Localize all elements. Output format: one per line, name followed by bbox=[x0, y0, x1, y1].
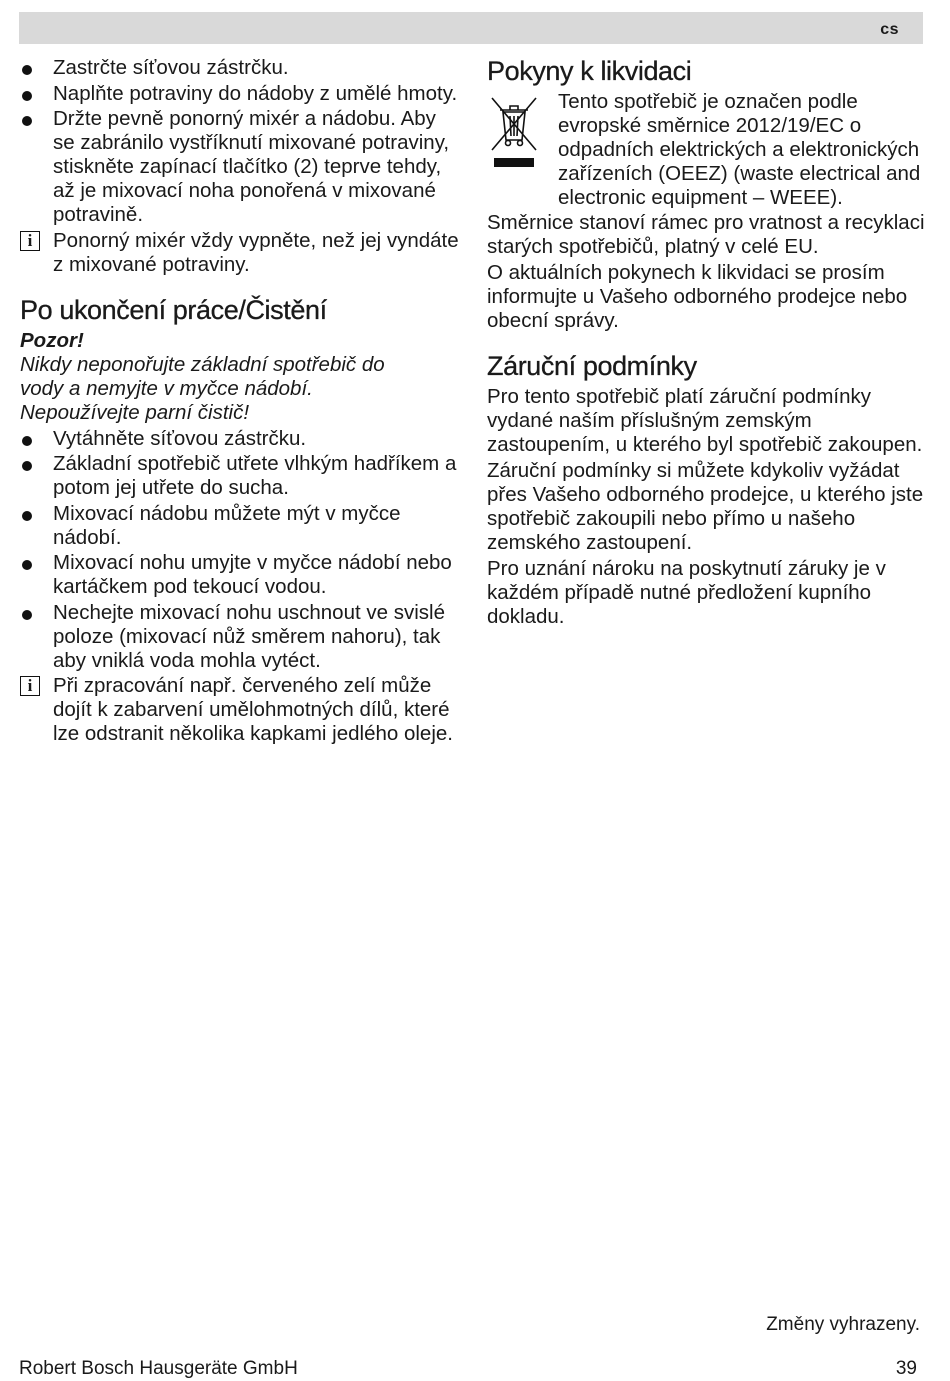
header-bar bbox=[19, 12, 923, 44]
item-text: Zastrčte síťovou zástrčku. bbox=[53, 56, 289, 79]
disposal-paragraphs bbox=[487, 211, 927, 333]
list-item bbox=[20, 452, 460, 500]
bullet-icon bbox=[22, 560, 32, 570]
intro-list bbox=[20, 56, 460, 277]
weee-text: Tento spotřebič je označen podle evropské směrnice 2012/19/EC o odpadních elektrických a elektronických zařízeních (OEEZ) (waste electrical and electronic equipment – WEEE). bbox=[558, 90, 921, 209]
paragraph: Směrnice stanoví rámec pro vratnost a recyklaci starých spotřebičů, platný v celé EU. bbox=[487, 211, 925, 258]
caution-text: Nikdy neponořujte základní spotřebič do vody a nemyjte v myčce nádobí. Nepoužívejte parní čistič! bbox=[20, 352, 385, 424]
paragraph: Záruční podmínky si můžete kdykoliv vyžádat přes Vašeho odborného prodejce, u kterého jste spotřebič zakoupili nebo přímo u našeho zemského zastoupení. bbox=[487, 459, 924, 554]
paragraph: Pro uznání nároku na poskytnutí záruky je v každém případě nutné předložení kupního dokladu. bbox=[487, 557, 886, 628]
bullet-icon bbox=[22, 91, 32, 101]
bullet-icon bbox=[22, 436, 32, 446]
caution-title: Pozor! bbox=[20, 328, 84, 352]
info-icon: i bbox=[20, 676, 40, 696]
list-item bbox=[20, 601, 460, 673]
warranty-paragraphs bbox=[487, 385, 927, 629]
weee-notice bbox=[487, 90, 927, 210]
warranty-heading: Záruční podmínky bbox=[487, 351, 697, 381]
item-text: Základní spotřebič utřete vlhkým hadříkem a potom jej utřete do sucha. bbox=[53, 452, 457, 499]
disposal-heading: Pokyny k likvidaci bbox=[487, 56, 692, 86]
bullet-icon bbox=[22, 65, 32, 75]
weee-bin-icon bbox=[490, 92, 538, 172]
page-number: 39 bbox=[895, 1358, 917, 1379]
info-note bbox=[20, 674, 460, 746]
item-text: Držte pevně ponorný mixér a nádobu. Aby se zabránilo vystříknutí mixované potraviny, stiskněte zapínací tlačítko (2) teprve tehdy, až je mixovací noha ponořená v mixované potravině. bbox=[53, 107, 450, 226]
bullet-icon bbox=[22, 461, 32, 471]
info-note bbox=[20, 229, 460, 277]
list-item bbox=[20, 502, 460, 550]
paragraph: O aktuálních pokynech k likvidaci se prosím informujte u Vašeho odborného prodejce nebo obecní správy. bbox=[487, 261, 908, 332]
bullet-icon bbox=[22, 511, 32, 521]
cleaning-heading: Po ukončení práce/Čistění bbox=[20, 294, 327, 325]
item-text: Ponorný mixér vždy vypněte, než jej vyndáte z mixované potraviny. bbox=[53, 228, 459, 276]
item-text: Při zpracování např. červeného zelí může dojít k zabarvení umělohmotných dílů, které lze odstranit několika kapkami jedlého oleje. bbox=[53, 674, 453, 745]
list-item bbox=[20, 56, 460, 80]
item-text: Vytáhněte síťovou zástrčku. bbox=[53, 426, 307, 450]
item-text: Mixovací nohu umyjte v myčce nádobí nebo kartáčkem pod tekoucí vodou. bbox=[53, 551, 452, 598]
cleaning-list bbox=[20, 427, 460, 747]
footer-company: Robert Bosch Hausgeräte GmbH bbox=[19, 1358, 298, 1379]
language-code: cs bbox=[880, 21, 899, 38]
item-text: Naplňte potraviny do nádoby z umělé hmoty. bbox=[53, 81, 458, 105]
item-text: Mixovací nádobu můžete mýt v myčce nádobí. bbox=[53, 501, 401, 549]
left-column bbox=[20, 56, 460, 748]
changes-reserved-note: Změny vyhrazeny. bbox=[766, 1314, 920, 1335]
right-column bbox=[487, 56, 927, 631]
list-item bbox=[20, 551, 460, 599]
paragraph: Pro tento spotřebič platí záruční podmínky vydané naším příslušným zemským zastoupením, u kterého byl spotřebič zakoupen. bbox=[487, 385, 923, 456]
item-text: Nechejte mixovací nohu uschnout ve svislé poloze (mixovací nůž směrem nahoru), tak aby vniklá voda mohla vytéct. bbox=[53, 600, 445, 672]
bullet-icon bbox=[22, 116, 32, 126]
bullet-icon bbox=[22, 610, 32, 620]
list-item bbox=[20, 427, 460, 451]
info-icon: i bbox=[20, 231, 40, 251]
list-item bbox=[20, 82, 460, 106]
list-item bbox=[20, 107, 460, 227]
